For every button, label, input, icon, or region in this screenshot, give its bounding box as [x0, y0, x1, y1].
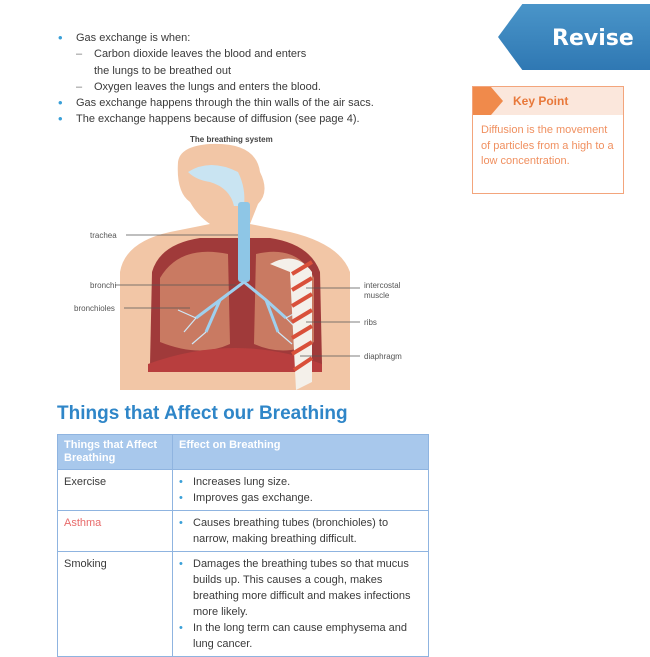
sub-bullet-co2 — [58, 46, 438, 79]
cell-effects — [173, 552, 429, 657]
cell-effects — [173, 470, 429, 511]
bullet-gas-exchange: • Gas exchange is when: — [58, 30, 438, 46]
sub-bullet-o2 — [58, 79, 438, 95]
label-bronchi: bronchi — [90, 281, 117, 290]
table-row — [58, 511, 429, 552]
diagram-title: The breathing system — [190, 135, 273, 144]
list-item: • Causes breathing tubes (bronchioles) to narrow, making breathing difficult. — [179, 515, 422, 547]
cell-thing-smoking: Smoking — [58, 552, 173, 657]
list-item: • Damages the breathing tubes so that mucus builds up. This causes a cough, makes breathing more difficult and makes infections more likely. — [179, 556, 422, 620]
header-things: Things that Affect Breathing — [58, 435, 173, 470]
key-point-box — [472, 86, 624, 194]
breathing-system-diagram — [60, 132, 440, 392]
trachea-shape — [238, 202, 250, 282]
list-item: • Increases lung size. — [179, 474, 422, 490]
section-title: Things that Affect our Breathing — [57, 403, 348, 424]
label-ribs: ribs — [364, 318, 377, 327]
sub-bullet-co2-line1: Carbon dioxide leaves the blood and enters — [94, 48, 307, 61]
list-item: • In the long term can cause emphysema and lung cancer. — [179, 620, 422, 652]
bullet-thin-walls: • Gas exchange happens through the thin walls of the air sacs. — [58, 95, 438, 111]
sub-bullet-co2-line2: the lungs to be breathed out — [94, 64, 231, 77]
label-intercostal-2: muscle — [364, 291, 390, 300]
arrow-icon — [473, 87, 503, 115]
bullet-diffusion: • The exchange happens because of diffusion (see page 4). — [58, 111, 438, 127]
sub-bullet-o2-text: – Oxygen leaves the lungs and enters the blood. — [76, 79, 438, 95]
revise-label: Revise — [552, 26, 634, 51]
label-intercostal-1: intercostal — [364, 281, 401, 290]
key-point-body: Diffusion is the movement of particles from a high to a low concentration. — [481, 124, 614, 167]
intro-bullets — [58, 30, 438, 128]
table-row — [58, 552, 429, 657]
cell-thing-exercise: Exercise — [58, 470, 173, 511]
label-trachea: trachea — [90, 231, 117, 240]
table-header-row — [58, 435, 429, 470]
table-row — [58, 470, 429, 511]
key-point-header — [473, 87, 623, 115]
cell-thing-asthma: Asthma — [58, 511, 173, 552]
label-bronchioles: bronchioles — [74, 304, 115, 313]
cell-effects — [173, 511, 429, 552]
label-diaphragm: diaphragm — [364, 352, 402, 361]
key-point-title: Key Point — [513, 94, 569, 108]
list-item: • Improves gas exchange. — [179, 490, 422, 506]
breathing-effects-table — [57, 434, 429, 657]
header-effect: Effect on Breathing — [173, 435, 429, 470]
